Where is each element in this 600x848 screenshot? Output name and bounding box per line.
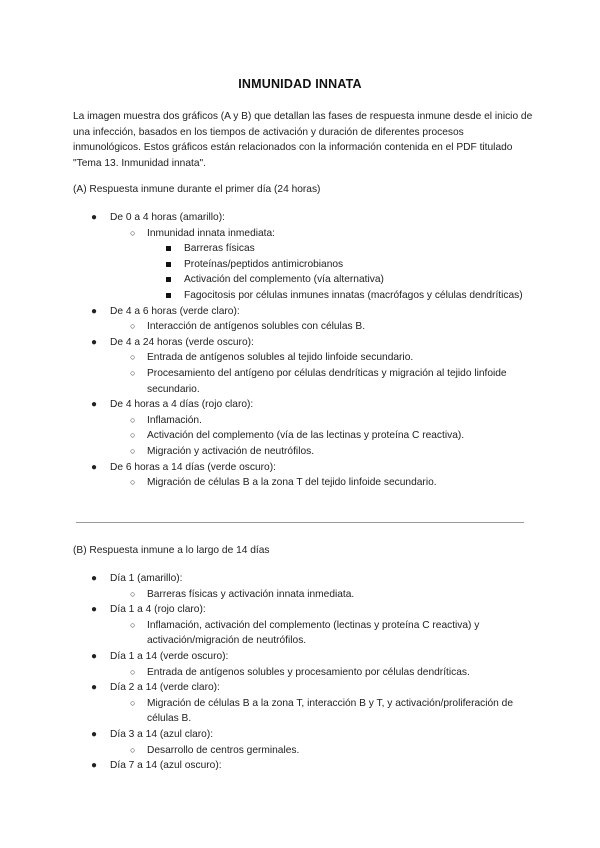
- list-item-label: Entrada de antígenos solubles al tejido linfoide secundario.: [147, 352, 414, 364]
- list-item: [110, 226, 543, 304]
- bullet-icon: ●: [91, 336, 98, 348]
- list-item: [147, 288, 543, 304]
- list-item: [73, 680, 543, 727]
- list-item-label: Procesamiento del antígeno por células dendríticas y migración al tejido linfoide secundario.: [147, 367, 507, 395]
- list-item-label: Activación del complemento (vía alternativa): [184, 274, 384, 286]
- circle-bullet-icon: ○: [130, 666, 136, 677]
- list-item: [73, 649, 543, 680]
- list-item: [110, 587, 543, 603]
- circle-bullet-icon: ○: [130, 352, 136, 363]
- list-item-label: Día 1 a 14 (verde oscuro):: [110, 650, 229, 662]
- list-item: [73, 460, 543, 491]
- circle-bullet-icon: ○: [130, 619, 136, 630]
- section-divider: [76, 522, 524, 523]
- circle-bullet-icon: ○: [130, 697, 136, 708]
- list-item-label: Migración de células B a la zona T, interacción B y T, y activación/proliferación de células B.: [147, 697, 513, 725]
- list-item-label: Entrada de antígenos solubles y procesamiento por células dendríticas.: [147, 666, 470, 678]
- circle-bullet-icon: ○: [130, 414, 136, 425]
- circle-bullet-icon: ○: [130, 477, 136, 488]
- bullet-icon: ●: [91, 728, 98, 740]
- section-b-heading: (B) Respuesta inmune a lo largo de 14 días: [73, 545, 270, 556]
- bullet-icon: ●: [91, 573, 98, 584]
- list-item: [110, 618, 543, 649]
- list-item-label: Día 7 a 14 (azul oscuro):: [110, 760, 222, 772]
- list-item: [73, 210, 543, 304]
- list-item-label: Migración y activación de neutrófilos.: [147, 445, 315, 457]
- circle-bullet-icon: ○: [130, 588, 136, 599]
- bullet-icon: ●: [91, 399, 98, 411]
- list-item-label: Proteínas/peptidos antimicrobianos: [184, 258, 344, 270]
- bullet-icon: ●: [91, 305, 98, 317]
- bullet-icon: ●: [91, 604, 98, 616]
- list-item-label: Migración de células B a la zona T del tejido linfoide secundario.: [147, 477, 437, 489]
- square-bullet-icon: [166, 277, 171, 282]
- list-item-label: Día 1 a 4 (rojo claro):: [110, 604, 206, 616]
- list-item: [110, 428, 543, 444]
- list-item-label: Interacción de antígenos solubles con células B.: [147, 321, 366, 333]
- list-item-label: Inflamación, activación del complemento (lectinas y proteína C reactiva) y activación/migración de neutrófilos.: [147, 619, 480, 647]
- circle-bullet-icon: ○: [130, 445, 136, 456]
- square-bullet-icon: [166, 246, 171, 251]
- list-item: [73, 727, 543, 758]
- list-item-label: Día 1 (amarillo):: [110, 573, 183, 584]
- list-item: [147, 241, 543, 257]
- circle-bullet-icon: ○: [130, 430, 136, 441]
- list-item-label: De 6 horas a 14 días (verde oscuro):: [110, 461, 276, 473]
- list-item-label: Barreras físicas y activación innata inmediata.: [147, 588, 355, 600]
- list-item: [73, 335, 543, 397]
- square-bullet-icon: [166, 262, 171, 267]
- list-item-label: Inflamación.: [147, 414, 202, 426]
- list-item: [110, 366, 543, 397]
- list-item: [73, 304, 543, 335]
- document-title: INMUNIDAD INNATA: [238, 77, 362, 91]
- list-item: [110, 696, 543, 727]
- circle-bullet-icon: ○: [130, 367, 136, 378]
- list-item: [73, 758, 543, 774]
- list-item-label: De 4 horas a 4 días (rojo claro):: [110, 399, 254, 411]
- section-b-list: [73, 571, 543, 774]
- list-item-label: De 4 a 6 horas (verde claro):: [110, 305, 240, 317]
- list-item: [110, 319, 543, 335]
- list-item: [110, 444, 543, 460]
- bullet-icon: ●: [91, 212, 98, 223]
- list-item-label: Día 3 a 14 (azul claro):: [110, 728, 214, 740]
- list-item-label: Desarrollo de centros germinales.: [147, 744, 300, 756]
- list-item: [147, 272, 543, 288]
- list-item-label: Fagocitosis por células inmunes innatas (macrófagos y células dendríticas): [184, 289, 523, 301]
- bullet-icon: ●: [91, 461, 98, 473]
- list-item: [110, 350, 543, 366]
- section-a-list: [73, 210, 543, 491]
- list-item: [73, 602, 543, 649]
- list-item: [73, 397, 543, 459]
- bullet-icon: ●: [91, 650, 98, 662]
- list-item-label: De 4 a 24 horas (verde oscuro):: [110, 336, 254, 348]
- list-item: [110, 413, 543, 429]
- square-bullet-icon: [166, 293, 171, 298]
- circle-bullet-icon: ○: [130, 744, 136, 755]
- list-item: [147, 257, 543, 273]
- section-a-heading: (A) Respuesta inmune durante el primer día (24 horas): [73, 184, 321, 195]
- list-item: [110, 475, 543, 491]
- list-item-label: De 0 a 4 horas (amarillo):: [110, 212, 225, 223]
- list-item-label: Inmunidad innata inmediata:: [147, 227, 275, 239]
- list-item-label: Barreras físicas: [184, 243, 255, 255]
- list-item: [110, 743, 543, 759]
- list-item-label: Día 2 a 14 (verde claro):: [110, 682, 220, 694]
- list-item: [73, 571, 543, 602]
- bullet-icon: ●: [91, 682, 98, 694]
- circle-bullet-icon: ○: [130, 227, 136, 238]
- list-item: [110, 665, 543, 681]
- list-item-label: Activación del complemento (vía de las lectinas y proteína C reactiva).: [147, 430, 465, 442]
- intro-paragraph: La imagen muestra dos gráficos (A y B) que detallan las fases de respuesta inmune desde el inicio de una infección, basados en los tiempos de activación y duración de diferentes procesos inmunológicos. Estos gráficos están relacionados con la información contenida en el PDF titulado "Tema 13. Inmunidad innata".: [73, 111, 533, 169]
- bullet-icon: ●: [91, 760, 98, 772]
- circle-bullet-icon: ○: [130, 321, 136, 332]
